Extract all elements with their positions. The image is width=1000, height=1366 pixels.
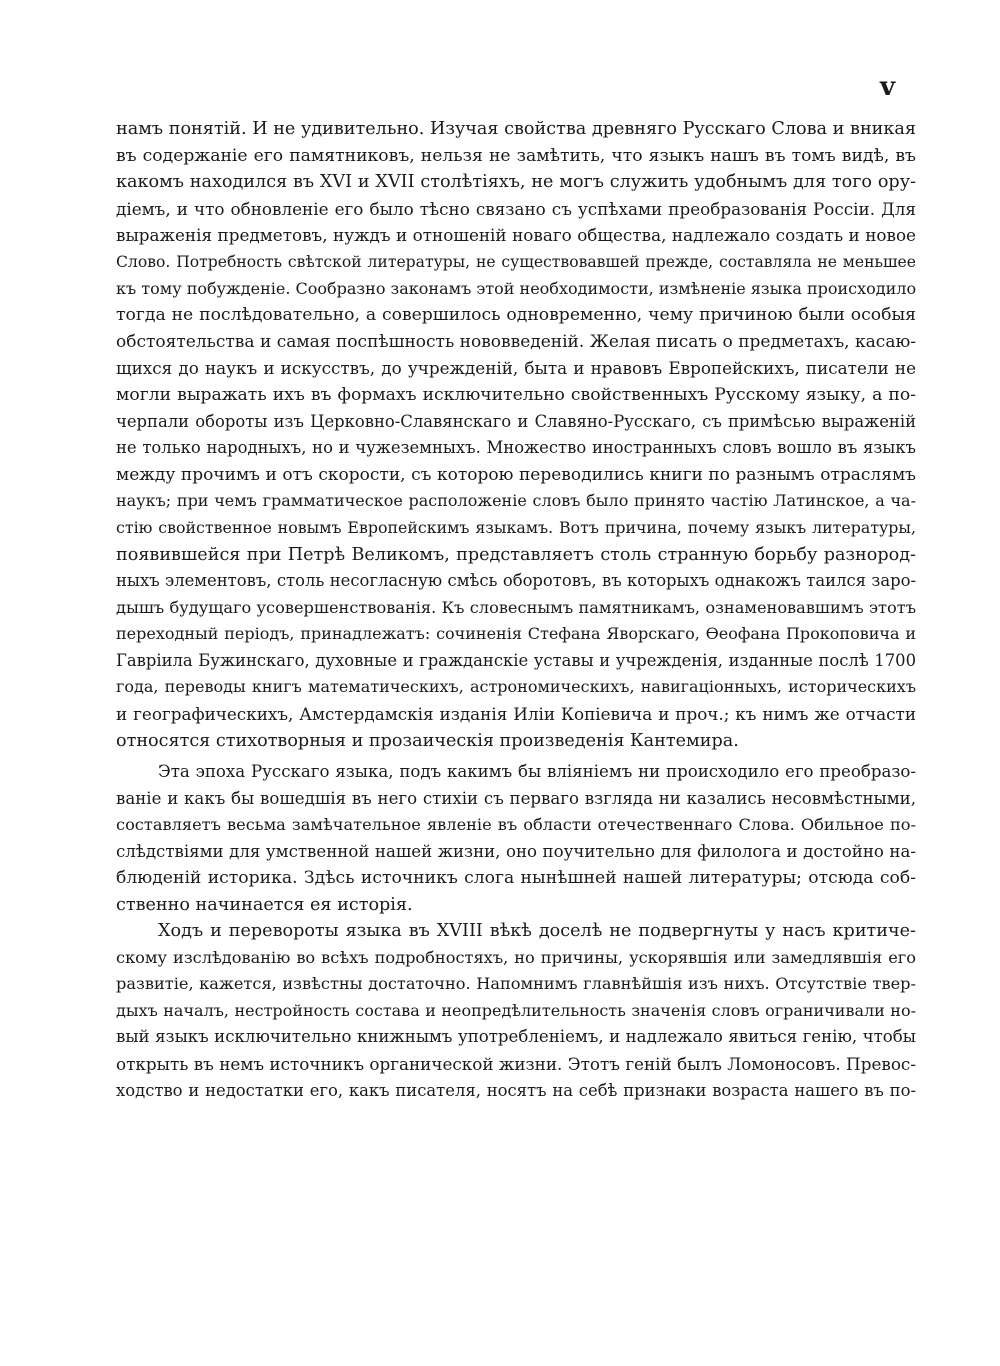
text-line: черпали обороты изъ Церковно-Славянскаго и Славяно-Русскаго, съ примѣсью выраженій xyxy=(116,411,916,431)
text-line: вый языкъ исключительно книжнымъ употребленіемъ, и надлежало явиться генію, чтобы xyxy=(116,1027,916,1047)
text-line: діемъ, и что обновленіе его было тѣсно связано съ успѣхами преобразованія Россіи. Для xyxy=(116,198,916,219)
text-line: открыть въ немъ источникъ органической жизни. Этотъ геній былъ Ломоносовъ. Превос- xyxy=(116,1053,916,1074)
text-line: слѣдствіями для умственной нашей жизни, оно поучительно для филолога и достойно на- xyxy=(116,841,916,861)
text-line: Гавріила Бужинскаго, духовные и гражданскіе уставы и учрежденія, изданные послѣ 1700 xyxy=(116,650,916,670)
text-line: года, переводы книгъ математическихъ, астрономическихъ, навигаціонныхъ, историческихъ xyxy=(116,677,916,697)
text-line: относятся стихотворныя и прозаическія произведенія Кантемира. xyxy=(116,730,739,751)
text-line: могли выражать ихъ въ формахъ исключительно свойственныхъ Русскому языку, а по- xyxy=(116,384,916,405)
text-line: и географическихъ, Амстердамскія изданія Иліи Копіевича и проч.; къ нимъ же отчасти xyxy=(116,704,916,725)
text-line: къ тому побужденіе. Сообразно законамъ этой необходимости, измѣненіе языка происходило xyxy=(116,278,917,298)
text-line: между прочимъ и отъ скорости, съ которою переводились книги по разнымъ отраслямъ xyxy=(116,464,916,485)
text-line: развитіе, кажется, извѣстны достаточно. Напомнимъ главнѣйшія изъ нихъ. Отсутствіе твер- xyxy=(116,974,916,994)
text-line: стію свойственное новымъ Европейскимъ языкамъ. Вотъ причина, почему языкъ литературы, xyxy=(116,517,916,537)
paragraph-1 xyxy=(116,116,916,754)
text-line: Ходъ и перевороты языка въ XVIII вѣкѣ доселѣ не подвергнуты у насъ критиче- xyxy=(158,921,916,941)
text-line: въ содержаніе его памятниковъ, нельзя не замѣтить, что языкъ нашъ въ томъ видѣ, въ xyxy=(116,145,916,166)
text-line: щихся до наукъ и искусствъ, до учрежденій, быта и нравовъ Европейскихъ, писатели не xyxy=(116,358,916,379)
text-line: тогда не послѣдовательно, а совершилось одновременно, чему причиною были особыя xyxy=(116,305,916,326)
text-line: выраженія предметовъ, нуждъ и отношеній новаго общества, надлежало создать и новое xyxy=(116,225,916,246)
text-line: не только народныхъ, но и чужеземныхъ. Множество иностранныхъ словъ вошло въ языкъ xyxy=(116,438,916,458)
text-line: скому изслѣдованію во всѣхъ подробностяхъ, но причины, ускорявшія или замедлявшія его xyxy=(116,947,916,967)
text-line: Слово. Потребность свѣтской литературы, не существовавшей прежде, составляла не меньшее xyxy=(116,252,916,271)
page-number: v xyxy=(880,72,896,102)
text-line: ственно начинается ея исторія. xyxy=(116,894,413,915)
text-line: дышъ будущаго усовершенствованія. Къ словеснымъ памятникамъ, ознаменовавшимъ этотъ xyxy=(116,597,916,617)
text-line: ваніе и какъ бы вошедшія въ него стихіи съ перваго взгляда ни казались несовмѣстными, xyxy=(116,788,916,808)
paragraph-3 xyxy=(116,918,916,1104)
paragraph-2 xyxy=(116,759,916,919)
text-line: дыхъ началъ, нестройность состава и неопредѣлительность значенія словъ ограничивали но- xyxy=(116,1000,916,1020)
text-line: ходство и недостатки его, какъ писателя, носятъ на себѣ признаки возраста нашего въ по- xyxy=(116,1080,916,1100)
text-line: ныхъ элементовъ, столь несогласную смѣсь оборотовъ, въ которыхъ однакожъ таился заро- xyxy=(116,571,916,591)
text-line: составляетъ весьма замѣчательное явленіе въ области отечественнаго Слова. Обильное по- xyxy=(116,815,916,835)
text-line: обстоятельства и самая поспѣшность нововведеній. Желая писать о предметахъ, касаю- xyxy=(116,331,916,352)
text-line: появившейся при Петрѣ Великомъ, представляетъ столь странную борьбу разнород- xyxy=(116,544,916,565)
text-line: блюденій историка. Здѣсь источникъ слога нынѣшней нашей литературы; отсюда соб- xyxy=(116,868,916,889)
text-line: Эта эпоха Русскаго языка, подъ какимъ бы вліяніемъ ни происходило его преобразо- xyxy=(158,762,916,781)
text-line: переходный періодъ, принадлежатъ: сочиненія Стефана Яворскаго, Ѳеофана Прокоповича и xyxy=(116,624,916,644)
text-line: намъ понятій. И не удивительно. Изучая свойства древняго Русскаго Слова и вникая xyxy=(116,119,916,139)
text-line: какомъ находился въ XVI и XVII столѣтіяхъ, не могъ служить удобнымъ для того ору- xyxy=(116,172,916,193)
text-line: наукъ; при чемъ грамматическое расположеніе словъ было принято частію Латинское, а ча- xyxy=(116,491,916,511)
